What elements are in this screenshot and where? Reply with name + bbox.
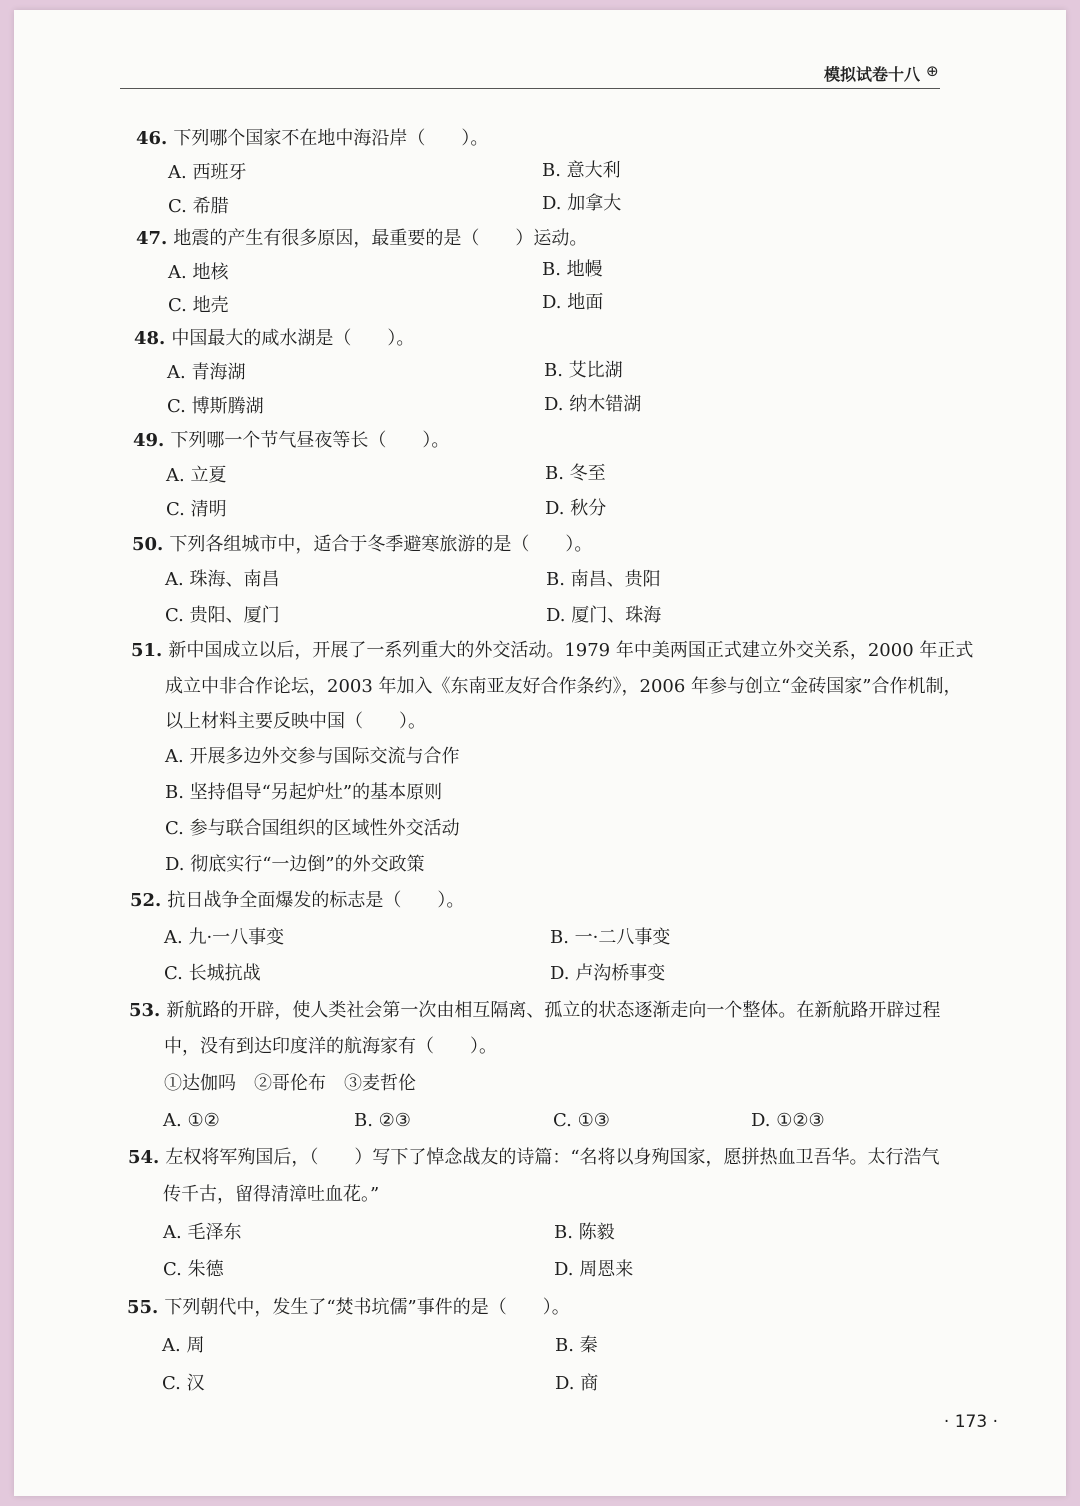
question-stem: 54. 左权将军殉国后，（ ）写下了悼念战友的诗篇：“名将以身殉国家，愿拼热血卫吾华。太行浩气 — [128, 1147, 940, 1168]
option-c: C. 朱德 — [163, 1259, 224, 1280]
option-b: B. 一·二八事变 — [550, 927, 671, 948]
option-d: D. 地面 — [542, 292, 604, 313]
option-c: C. 长城抗战 — [164, 963, 261, 984]
page-number: · 173 · — [943, 1412, 998, 1432]
header-rule — [120, 88, 940, 89]
option-a: A. 西班牙 — [168, 162, 247, 183]
option-d: D. ①②③ — [751, 1110, 825, 1131]
option-a: A. 毛泽东 — [163, 1222, 242, 1243]
option-a: A. 地核 — [168, 262, 229, 283]
question-stem: 55. 下列朝代中，发生了“焚书坑儒”事件的是（ ）。 — [127, 1297, 570, 1318]
question-sub-items: ①达伽吗 ②哥伦布 ③麦哲伦 — [164, 1073, 416, 1094]
crosshair-icon: ⊕ — [926, 62, 939, 80]
option-b: B. 陈毅 — [554, 1222, 615, 1243]
option-a: A. 珠海、南昌 — [165, 569, 280, 590]
page-header — [120, 56, 940, 96]
option-c: C. 汉 — [162, 1373, 205, 1394]
option-c: C. 贵阳、厦门 — [165, 605, 280, 626]
option-c: C. 希腊 — [168, 196, 229, 217]
question-stem: 48. 中国最大的咸水湖是（ ）。 — [134, 328, 415, 349]
exam-title: 模拟试卷十八 — [823, 65, 920, 84]
option-c: C. 参与联合国组织的区域性外交活动 — [165, 818, 460, 839]
option-d: D. 卢沟桥事变 — [550, 963, 666, 984]
option-a: A. 周 — [162, 1335, 205, 1356]
question-stem: 50. 下列各组城市中，适合于冬季避寒旅游的是（ ）。 — [132, 534, 593, 555]
option-a: A. 立夏 — [166, 465, 227, 486]
question-stem: 51. 新中国成立以后，开展了一系列重大的外交活动。1979 年中美两国正式建立外交关系，2000 年正式 — [131, 640, 974, 661]
option-d: D. 商 — [555, 1373, 599, 1394]
option-d: D. 彻底实行“一边倒”的外交政策 — [165, 854, 425, 875]
option-d: D. 秋分 — [545, 498, 607, 519]
option-b: B. 冬至 — [545, 463, 606, 484]
option-c: C. 清明 — [166, 499, 227, 520]
option-c: C. ①③ — [553, 1110, 610, 1131]
option-b: B. 地幔 — [542, 259, 603, 280]
option-b: B. ②③ — [354, 1110, 411, 1131]
option-d: D. 纳木错湖 — [544, 394, 642, 415]
option-d: D. 厦门、珠海 — [546, 605, 662, 626]
option-c: C. 博斯腾湖 — [167, 396, 264, 417]
option-a: A. 九·一八事变 — [164, 927, 285, 948]
option-a: A. 青海湖 — [167, 362, 246, 383]
option-c: C. 地壳 — [168, 295, 229, 316]
question-stem: 46. 下列哪个国家不在地中海沿岸（ ）。 — [136, 128, 489, 149]
question-stem-continued: 成立中非合作论坛，2003 年加入《东南亚友好合作条约》，2006 年参与创立“金砖国家”合作机制， — [165, 676, 962, 697]
option-a: A. ①② — [163, 1110, 220, 1131]
option-a: A. 开展多边外交参与国际交流与合作 — [165, 746, 460, 767]
option-b: B. 艾比湖 — [544, 360, 623, 381]
question-stem: 53. 新航路的开辟，使人类社会第一次由相互隔离、孤立的状态逐渐走向一个整体。在新航路开辟过程 — [129, 1000, 941, 1021]
question-stem: 52. 抗日战争全面爆发的标志是（ ）。 — [130, 890, 465, 911]
option-b: B. 南昌、贵阳 — [546, 569, 661, 590]
question-stem: 49. 下列哪一个节气昼夜等长（ ）。 — [133, 430, 450, 451]
question-stem-continued: 传千古，留得清漳吐血花。” — [163, 1184, 380, 1205]
option-b: B. 秦 — [555, 1335, 598, 1356]
option-d: D. 周恩来 — [554, 1259, 634, 1280]
option-b: B. 意大利 — [542, 160, 621, 181]
question-stem: 47. 地震的产生有很多原因，最重要的是（ ）运动。 — [136, 228, 588, 249]
question-stem-continued: 中，没有到达印度洋的航海家有（ ）。 — [164, 1036, 497, 1057]
question-stem-continued: 以上材料主要反映中国（ ）。 — [165, 711, 426, 732]
option-d: D. 加拿大 — [542, 193, 622, 214]
option-b: B. 坚持倡导“另起炉灶”的基本原则 — [165, 782, 443, 803]
